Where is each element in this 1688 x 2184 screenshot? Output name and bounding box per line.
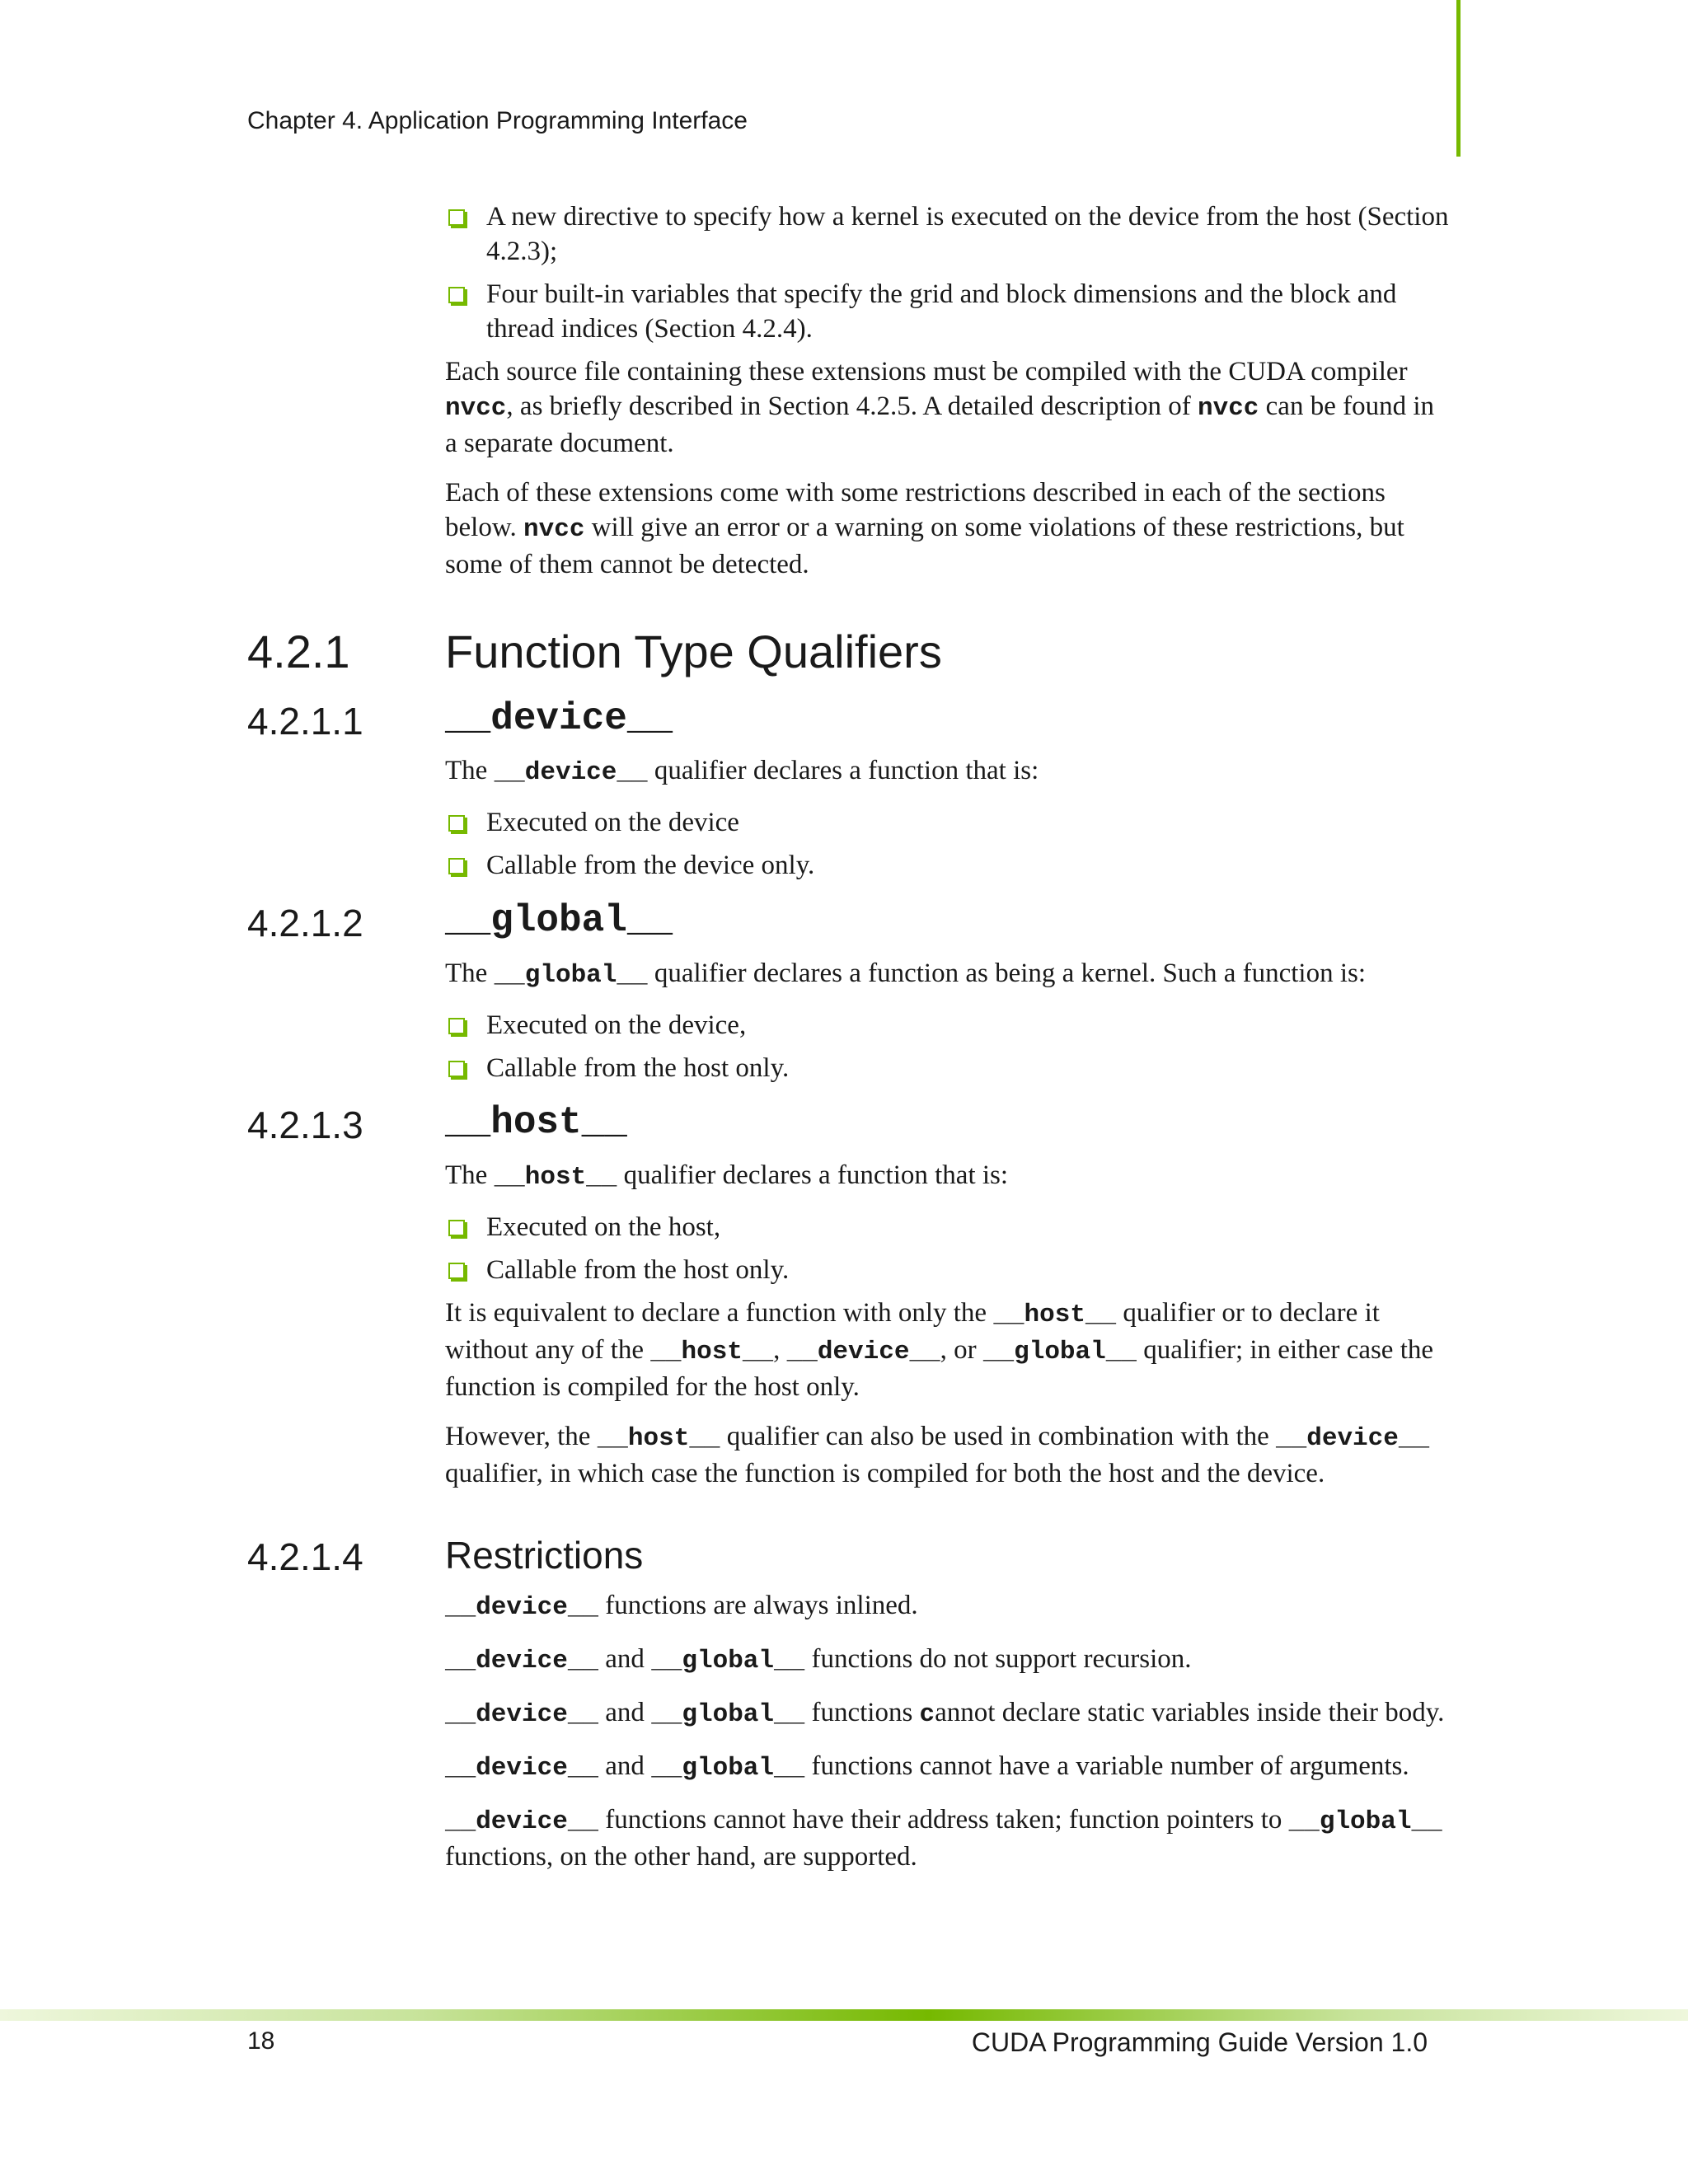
subsection-title: __global__ [445,899,673,942]
list-item: Callable from the host only. [445,1253,1451,1287]
checkbox-bullet-icon [448,287,465,303]
list-item: Executed on the host, [445,1210,1451,1244]
subsection-title: __host__ [445,1101,627,1144]
subsection-title: __device__ [445,697,673,740]
checkbox-bullet-icon [448,209,465,226]
checkbox-bullet-icon [448,1018,465,1034]
list-item: A new directive to specify how a kernel is executed on the device from the host (Section 4.2.3); [445,199,1451,269]
host-bullet-list [445,1210,1451,1287]
device-lead: The __device__ qualifier declares a function that is: [445,756,1039,787]
host-lead: The __host__ qualifier declares a function that is: [445,1160,1009,1192]
restriction-2: __device__ and __global__ functions do not support recursion. [445,1644,1192,1675]
subsection-number: 4.2.1.4 [247,1535,363,1578]
subsection-number: 4.2.1.3 [247,1104,363,1146]
subsection-number: 4.2.1.2 [247,902,363,944]
host-paragraph-1: It is equivalent to declare a function with only the __host__ qualifier or to declare it without any of the __host__, __device__, or __global__ qualifier; in either case the function is compiled for the host only. [445,1298,1434,1402]
subsection-number: 4.2.1.1 [247,700,363,743]
footer-accent-bar [0,2009,1688,2021]
chapter-header: Chapter 4. Application Programming Interface [247,107,748,134]
list-item: Executed on the device [445,805,1451,840]
list-item: Executed on the device, [445,1008,1451,1043]
restriction-3: __device__ and __global__ functions cannot declare static variables inside their body. [445,1698,1445,1729]
restriction-4: __device__ and __global__ functions cannot have a variable number of arguments. [445,1751,1409,1783]
device-bullet-list [445,805,1451,883]
intro-paragraph-1: Each source file containing these extensions must be compiled with the CUDA compiler nvcc, as briefly described in Section 4.2.5. A detailed description of nvcc can be found in a separate document. [445,357,1435,458]
intro-paragraph-2: Each of these extensions come with some restrictions described in each of the sections below. nvcc will give an error or a warning on some violations of these restrictions, but some of them cannot be detected. [445,478,1404,579]
header-accent-rule [1456,0,1461,157]
intro-block [445,199,1451,582]
page-number: 18 [247,2027,275,2055]
checkbox-bullet-icon [448,858,465,874]
device-section-body [445,753,1451,891]
intro-bullet-list [445,199,1451,346]
checkbox-bullet-icon [448,1263,465,1279]
checkbox-bullet-icon [448,1061,465,1077]
subsection-title: Restrictions [445,1534,644,1577]
section-number: 4.2.1 [247,626,350,677]
host-section-body [445,1158,1451,1491]
global-lead: The __global__ qualifier declares a function as being a kernel. Such a function is: [445,958,1367,990]
section-title: Function Type Qualifiers [445,626,942,677]
host-paragraph-2: However, the __host__ qualifier can also be used in combination with the __device__ qualifier, in which case the function is compiled for both the host and the device. [445,1422,1430,1488]
global-section-body [445,956,1451,1094]
restriction-5: __device__ functions cannot have their address taken; function pointers to __global__ functions, on the other hand, are supported. [445,1805,1442,1872]
checkbox-bullet-icon [448,815,465,832]
list-item: Four built-in variables that specify the grid and block dimensions and the block and thread indices (Section 4.2.4). [445,277,1451,346]
global-bullet-list [445,1008,1451,1085]
list-item: Callable from the host only. [445,1051,1451,1085]
list-item: Callable from the device only. [445,848,1451,883]
restriction-1: __device__ functions are always inlined. [445,1591,918,1622]
document-title: CUDA Programming Guide Version 1.0 [971,2027,1428,2057]
checkbox-bullet-icon [448,1220,465,1236]
restrictions-body [445,1588,1451,1874]
